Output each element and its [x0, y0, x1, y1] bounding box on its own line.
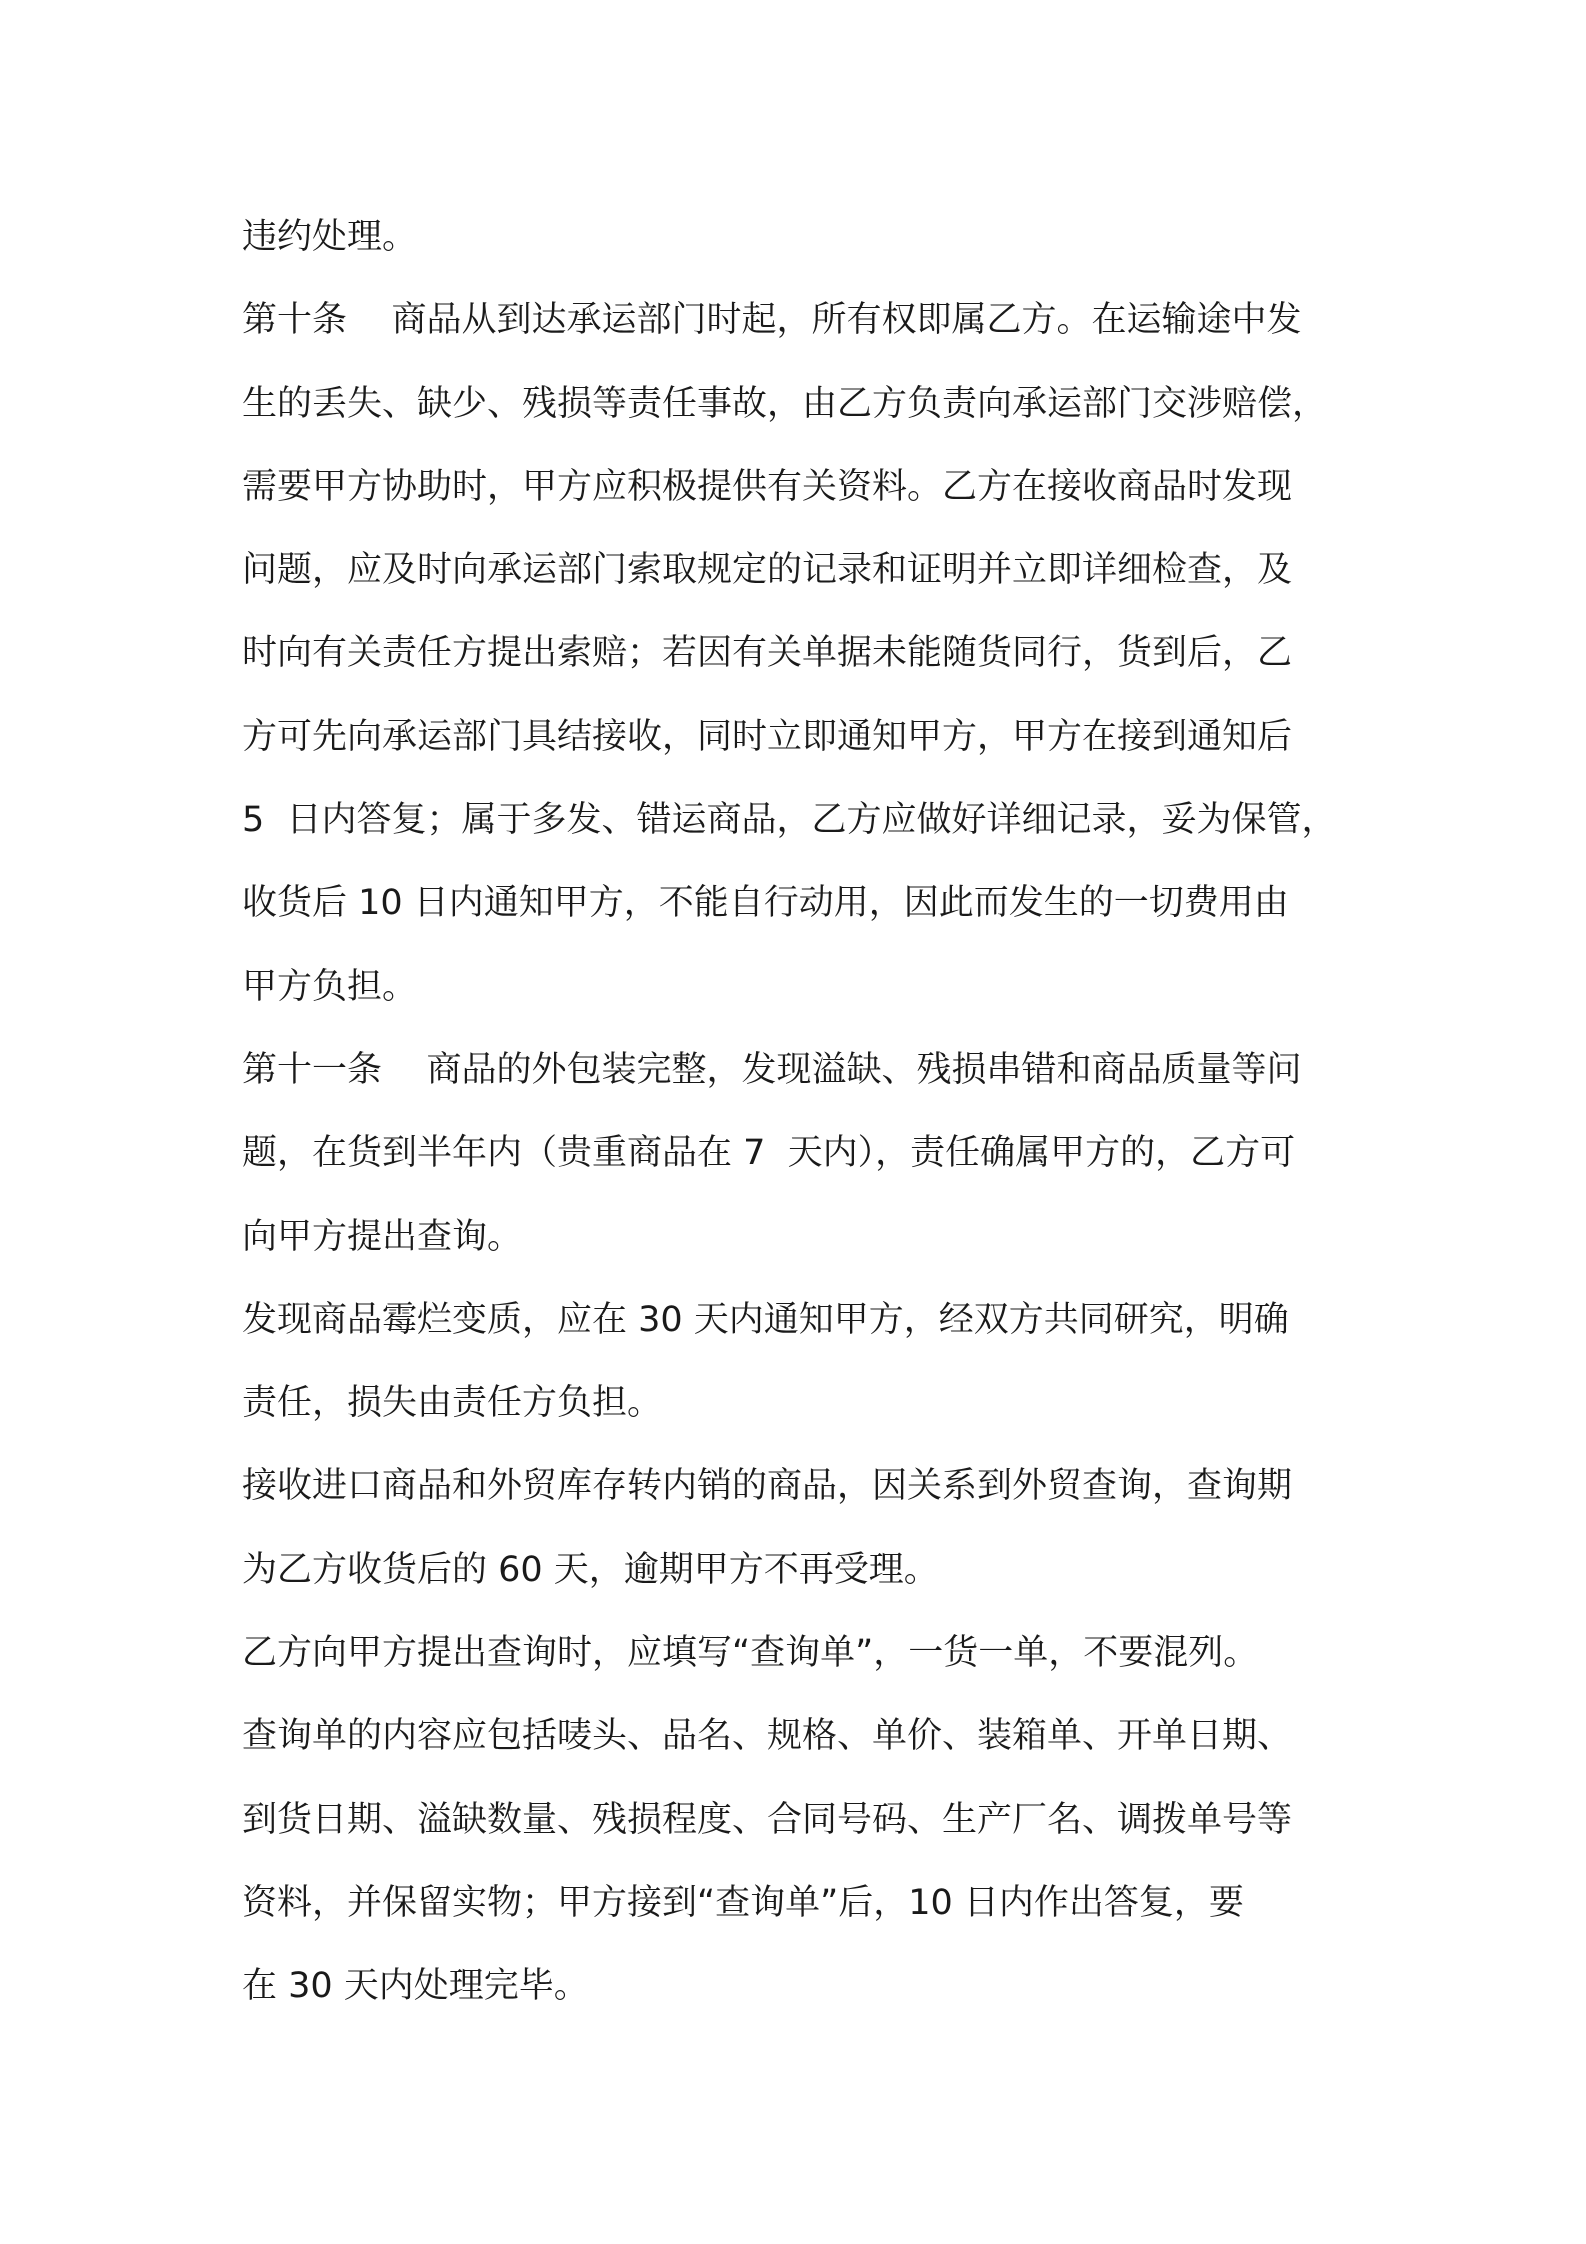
text-line: 责任，损失由责任方负担。 [242, 1383, 663, 1424]
text-line: 问题，应及时向承运部门索取规定的记录和证明并立即详细检查，及 [242, 550, 1293, 591]
text-line: 发现商品霉烂变质，应在 30 天内通知甲方，经双方共同研究，明确 [242, 1299, 1289, 1340]
text-line: 时向有关责任方提出索赔；若因有关单据未能随货同行，货到后，乙 [242, 633, 1293, 674]
text-line: 向甲方提出查询。 [242, 1216, 523, 1257]
text-line: 违约处理。 [242, 217, 418, 257]
text-line: 甲方负担。 [242, 966, 418, 1007]
text-line: 生的丢失、缺少、残损等责任事故，由乙方负责向承运部门交涉赔偿， [242, 383, 1328, 424]
text-line: 查询单的内容应包括唛头、品名、规格、单价、装箱单、开单日期、 [242, 1716, 1293, 1757]
text-line: 需要甲方协助时，甲方应积极提供有关资料。乙方在接收商品时发现 [242, 466, 1293, 507]
text-line: 题，在货到半年内（贵重商品在 7 天内），责任确属甲方的，乙方可 [242, 1133, 1296, 1174]
text-line: 在 30 天内处理完毕。 [242, 1966, 589, 2007]
text-line: 方可先向承运部门具结接收，同时立即通知甲方，甲方在接到通知后 [242, 716, 1293, 757]
text-line: 收货后 10 日内通知甲方，不能自行动用，因此而发生的一切费用由 [242, 883, 1289, 924]
text-line: 乙方向甲方提出查询时，应填写“查询单”，一货一单，不要混列。 [242, 1633, 1259, 1674]
text-line: 资料，并保留实物；甲方接到“查询单”后，10 日内作出答复，要 [242, 1882, 1244, 1923]
text-line: 5 日内答复；属于多发、错运商品，乙方应做好详细记录，妥为保管， [242, 800, 1337, 841]
document-page [242, 196, 1362, 2029]
text-line: 为乙方收货后的 60 天，逾期甲方不再受理。 [242, 1549, 939, 1590]
text-line: 第十条 商品从到达承运部门时起，所有权即属乙方。在运输途中发 [242, 300, 1302, 341]
text-line: 接收进口商品和外贸库存转内销的商品，因关系到外贸查询，查询期 [242, 1466, 1293, 1507]
text-line: 第十一条 商品的外包装完整，发现溢缺、残损串错和商品质量等问 [242, 1049, 1302, 1090]
text-line: 到货日期、溢缺数量、残损程度、合同号码、生产厂名、调拨单号等 [242, 1799, 1293, 1840]
